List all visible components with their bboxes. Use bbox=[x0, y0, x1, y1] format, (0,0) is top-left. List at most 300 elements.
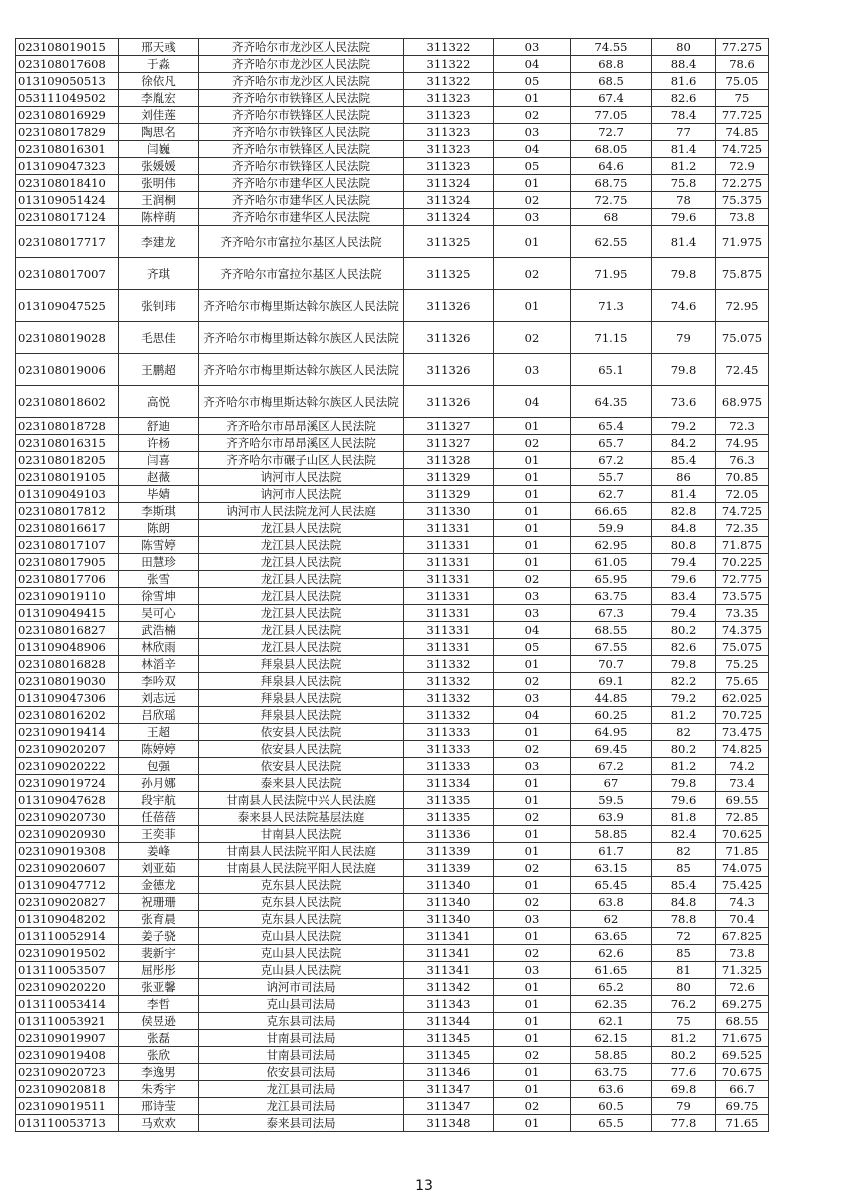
cell-written-score: 68.75 bbox=[571, 175, 652, 192]
cell-interview-score: 85 bbox=[652, 945, 716, 962]
cell-rank-code: 01 bbox=[494, 503, 571, 520]
cell-total-score: 73.4 bbox=[716, 775, 769, 792]
cell-candidate-id: 023108017829 bbox=[16, 124, 119, 141]
cell-rank-code: 01 bbox=[494, 1081, 571, 1098]
cell-position-code: 311339 bbox=[404, 860, 494, 877]
cell-position-code: 311326 bbox=[404, 322, 494, 354]
cell-written-score: 67.4 bbox=[571, 90, 652, 107]
table-row bbox=[16, 673, 769, 690]
table-row bbox=[16, 724, 769, 741]
cell-court: 龙江县人民法院 bbox=[199, 537, 404, 554]
cell-court: 齐齐哈尔市富拉尔基区人民法院 bbox=[199, 226, 404, 258]
cell-total-score: 70.675 bbox=[716, 1064, 769, 1081]
cell-interview-score: 81.2 bbox=[652, 158, 716, 175]
cell-total-score: 72.6 bbox=[716, 979, 769, 996]
cell-written-score: 63.8 bbox=[571, 894, 652, 911]
cell-candidate-id: 013109049103 bbox=[16, 486, 119, 503]
cell-rank-code: 03 bbox=[494, 690, 571, 707]
cell-candidate-id: 023109019110 bbox=[16, 588, 119, 605]
cell-rank-code: 04 bbox=[494, 386, 571, 418]
cell-name: 王超 bbox=[119, 724, 199, 741]
cell-rank-code: 02 bbox=[494, 258, 571, 290]
cell-written-score: 65.95 bbox=[571, 571, 652, 588]
cell-written-score: 61.7 bbox=[571, 843, 652, 860]
cell-rank-code: 04 bbox=[494, 707, 571, 724]
cell-rank-code: 01 bbox=[494, 826, 571, 843]
cell-total-score: 75 bbox=[716, 90, 769, 107]
cell-name: 陈朗 bbox=[119, 520, 199, 537]
cell-name: 张明伟 bbox=[119, 175, 199, 192]
cell-interview-score: 84.2 bbox=[652, 435, 716, 452]
cell-name: 赵薇 bbox=[119, 469, 199, 486]
cell-name: 李逸男 bbox=[119, 1064, 199, 1081]
cell-interview-score: 80.2 bbox=[652, 741, 716, 758]
cell-written-score: 62 bbox=[571, 911, 652, 928]
cell-written-score: 62.15 bbox=[571, 1030, 652, 1047]
cell-rank-code: 03 bbox=[494, 605, 571, 622]
cell-candidate-id: 023108019028 bbox=[16, 322, 119, 354]
cell-written-score: 65.4 bbox=[571, 418, 652, 435]
cell-position-code: 311325 bbox=[404, 226, 494, 258]
cell-position-code: 311345 bbox=[404, 1047, 494, 1064]
cell-interview-score: 75.8 bbox=[652, 175, 716, 192]
cell-total-score: 75.075 bbox=[716, 639, 769, 656]
table-row bbox=[16, 90, 769, 107]
cell-total-score: 74.825 bbox=[716, 741, 769, 758]
cell-court: 泰来县人民法院基层法庭 bbox=[199, 809, 404, 826]
cell-total-score: 72.775 bbox=[716, 571, 769, 588]
cell-name: 闫巍 bbox=[119, 141, 199, 158]
cell-court: 齐齐哈尔市龙沙区人民法院 bbox=[199, 56, 404, 73]
cell-written-score: 63.15 bbox=[571, 860, 652, 877]
cell-total-score: 74.725 bbox=[716, 141, 769, 158]
cell-name: 陈婷婷 bbox=[119, 741, 199, 758]
cell-candidate-id: 023109019511 bbox=[16, 1098, 119, 1115]
cell-written-score: 44.85 bbox=[571, 690, 652, 707]
cell-total-score: 62.025 bbox=[716, 690, 769, 707]
cell-total-score: 74.075 bbox=[716, 860, 769, 877]
cell-total-score: 72.95 bbox=[716, 290, 769, 322]
cell-written-score: 67.2 bbox=[571, 758, 652, 775]
cell-rank-code: 01 bbox=[494, 775, 571, 792]
cell-court: 泰来县司法局 bbox=[199, 1115, 404, 1132]
cell-position-code: 311348 bbox=[404, 1115, 494, 1132]
cell-court: 齐齐哈尔市铁锋区人民法院 bbox=[199, 107, 404, 124]
cell-written-score: 62.6 bbox=[571, 945, 652, 962]
table-row bbox=[16, 826, 769, 843]
cell-name: 裴新宇 bbox=[119, 945, 199, 962]
cell-rank-code: 01 bbox=[494, 928, 571, 945]
cell-candidate-id: 023109019907 bbox=[16, 1030, 119, 1047]
cell-total-score: 67.825 bbox=[716, 928, 769, 945]
cell-candidate-id: 023108018205 bbox=[16, 452, 119, 469]
cell-position-code: 311335 bbox=[404, 792, 494, 809]
cell-position-code: 311340 bbox=[404, 894, 494, 911]
cell-court: 齐齐哈尔市铁锋区人民法院 bbox=[199, 141, 404, 158]
cell-written-score: 61.05 bbox=[571, 554, 652, 571]
cell-total-score: 69.75 bbox=[716, 1098, 769, 1115]
cell-total-score: 74.725 bbox=[716, 503, 769, 520]
cell-rank-code: 02 bbox=[494, 894, 571, 911]
cell-court: 拜泉县人民法院 bbox=[199, 707, 404, 724]
cell-total-score: 73.8 bbox=[716, 945, 769, 962]
cell-position-code: 311331 bbox=[404, 537, 494, 554]
cell-candidate-id: 023108019006 bbox=[16, 354, 119, 386]
cell-name: 李胤宏 bbox=[119, 90, 199, 107]
cell-court: 依安县人民法院 bbox=[199, 741, 404, 758]
table-row bbox=[16, 226, 769, 258]
cell-interview-score: 79.2 bbox=[652, 418, 716, 435]
cell-rank-code: 01 bbox=[494, 452, 571, 469]
cell-name: 祝珊珊 bbox=[119, 894, 199, 911]
cell-interview-score: 82.8 bbox=[652, 503, 716, 520]
cell-interview-score: 80.2 bbox=[652, 622, 716, 639]
cell-rank-code: 03 bbox=[494, 911, 571, 928]
cell-court: 克东县人民法院 bbox=[199, 911, 404, 928]
cell-total-score: 75.65 bbox=[716, 673, 769, 690]
cell-court: 拜泉县人民法院 bbox=[199, 690, 404, 707]
cell-name: 任蓓蓓 bbox=[119, 809, 199, 826]
cell-position-code: 311334 bbox=[404, 775, 494, 792]
table-row bbox=[16, 386, 769, 418]
cell-court: 克山县司法局 bbox=[199, 996, 404, 1013]
cell-rank-code: 01 bbox=[494, 979, 571, 996]
cell-name: 孙月娜 bbox=[119, 775, 199, 792]
cell-interview-score: 81.4 bbox=[652, 226, 716, 258]
cell-name: 王奕菲 bbox=[119, 826, 199, 843]
cell-written-score: 62.35 bbox=[571, 996, 652, 1013]
cell-position-code: 311332 bbox=[404, 656, 494, 673]
table-row bbox=[16, 1013, 769, 1030]
cell-position-code: 311332 bbox=[404, 707, 494, 724]
cell-interview-score: 77 bbox=[652, 124, 716, 141]
cell-total-score: 71.325 bbox=[716, 962, 769, 979]
cell-candidate-id: 013109051424 bbox=[16, 192, 119, 209]
cell-interview-score: 83.4 bbox=[652, 588, 716, 605]
cell-total-score: 77.275 bbox=[716, 39, 769, 56]
cell-rank-code: 01 bbox=[494, 175, 571, 192]
cell-position-code: 311339 bbox=[404, 843, 494, 860]
cell-position-code: 311331 bbox=[404, 554, 494, 571]
cell-candidate-id: 023108017124 bbox=[16, 209, 119, 226]
cell-rank-code: 03 bbox=[494, 124, 571, 141]
cell-written-score: 70.7 bbox=[571, 656, 652, 673]
cell-interview-score: 81.4 bbox=[652, 141, 716, 158]
cell-name: 张媛媛 bbox=[119, 158, 199, 175]
cell-written-score: 67.2 bbox=[571, 452, 652, 469]
cell-court: 甘南县司法局 bbox=[199, 1047, 404, 1064]
cell-interview-score: 79.2 bbox=[652, 690, 716, 707]
cell-rank-code: 03 bbox=[494, 39, 571, 56]
cell-written-score: 71.95 bbox=[571, 258, 652, 290]
cell-position-code: 311342 bbox=[404, 979, 494, 996]
cell-written-score: 68.5 bbox=[571, 73, 652, 90]
cell-total-score: 72.3 bbox=[716, 418, 769, 435]
table-row bbox=[16, 1081, 769, 1098]
cell-rank-code: 02 bbox=[494, 435, 571, 452]
cell-written-score: 72.7 bbox=[571, 124, 652, 141]
table-row bbox=[16, 452, 769, 469]
cell-court: 齐齐哈尔市龙沙区人民法院 bbox=[199, 73, 404, 90]
cell-court: 甘南县人民法院平阳人民法庭 bbox=[199, 843, 404, 860]
cell-total-score: 75.05 bbox=[716, 73, 769, 90]
cell-position-code: 311332 bbox=[404, 690, 494, 707]
cell-interview-score: 79.6 bbox=[652, 792, 716, 809]
cell-rank-code: 01 bbox=[494, 537, 571, 554]
cell-position-code: 311343 bbox=[404, 996, 494, 1013]
cell-position-code: 311328 bbox=[404, 452, 494, 469]
cell-position-code: 311331 bbox=[404, 588, 494, 605]
cell-court: 齐齐哈尔市建华区人民法院 bbox=[199, 209, 404, 226]
cell-written-score: 63.75 bbox=[571, 1064, 652, 1081]
cell-rank-code: 01 bbox=[494, 520, 571, 537]
cell-rank-code: 01 bbox=[494, 1030, 571, 1047]
cell-interview-score: 81.2 bbox=[652, 758, 716, 775]
cell-interview-score: 79.6 bbox=[652, 571, 716, 588]
cell-name: 邢诗莹 bbox=[119, 1098, 199, 1115]
cell-interview-score: 82.6 bbox=[652, 90, 716, 107]
cell-court: 甘南县人民法院平阳人民法庭 bbox=[199, 860, 404, 877]
cell-position-code: 311326 bbox=[404, 354, 494, 386]
cell-position-code: 311324 bbox=[404, 192, 494, 209]
table-row bbox=[16, 639, 769, 656]
table-row bbox=[16, 418, 769, 435]
table-row bbox=[16, 354, 769, 386]
cell-court: 龙江县人民法院 bbox=[199, 554, 404, 571]
cell-total-score: 66.7 bbox=[716, 1081, 769, 1098]
cell-written-score: 68.55 bbox=[571, 622, 652, 639]
cell-position-code: 311331 bbox=[404, 639, 494, 656]
cell-name: 舒迪 bbox=[119, 418, 199, 435]
cell-total-score: 70.625 bbox=[716, 826, 769, 843]
cell-interview-score: 82.6 bbox=[652, 639, 716, 656]
cell-interview-score: 82.4 bbox=[652, 826, 716, 843]
cell-candidate-id: 013109050513 bbox=[16, 73, 119, 90]
cell-court: 齐齐哈尔市昂昂溪区人民法院 bbox=[199, 435, 404, 452]
cell-total-score: 70.4 bbox=[716, 911, 769, 928]
cell-rank-code: 02 bbox=[494, 1047, 571, 1064]
cell-candidate-id: 013110053414 bbox=[16, 996, 119, 1013]
cell-name: 姜子骁 bbox=[119, 928, 199, 945]
cell-written-score: 69.45 bbox=[571, 741, 652, 758]
cell-rank-code: 02 bbox=[494, 809, 571, 826]
cell-court: 龙江县人民法院 bbox=[199, 639, 404, 656]
cell-interview-score: 81.4 bbox=[652, 486, 716, 503]
cell-written-score: 69.1 bbox=[571, 673, 652, 690]
cell-court: 龙江县司法局 bbox=[199, 1081, 404, 1098]
cell-written-score: 62.7 bbox=[571, 486, 652, 503]
table-row bbox=[16, 894, 769, 911]
cell-interview-score: 77.6 bbox=[652, 1064, 716, 1081]
cell-name: 张雪 bbox=[119, 571, 199, 588]
cell-interview-score: 85.4 bbox=[652, 452, 716, 469]
cell-total-score: 77.725 bbox=[716, 107, 769, 124]
cell-candidate-id: 023108017107 bbox=[16, 537, 119, 554]
cell-total-score: 75.875 bbox=[716, 258, 769, 290]
cell-position-code: 311331 bbox=[404, 520, 494, 537]
cell-name: 刘亚茹 bbox=[119, 860, 199, 877]
cell-position-code: 311322 bbox=[404, 73, 494, 90]
cell-total-score: 69.275 bbox=[716, 996, 769, 1013]
cell-interview-score: 84.8 bbox=[652, 894, 716, 911]
table-row bbox=[16, 962, 769, 979]
cell-candidate-id: 013110053507 bbox=[16, 962, 119, 979]
cell-position-code: 311323 bbox=[404, 158, 494, 175]
cell-court: 齐齐哈尔市建华区人民法院 bbox=[199, 192, 404, 209]
cell-interview-score: 74.6 bbox=[652, 290, 716, 322]
cell-total-score: 70.85 bbox=[716, 469, 769, 486]
cell-rank-code: 01 bbox=[494, 656, 571, 673]
cell-name: 徐依凡 bbox=[119, 73, 199, 90]
table-row bbox=[16, 503, 769, 520]
cell-court: 克东县人民法院 bbox=[199, 877, 404, 894]
cell-interview-score: 82 bbox=[652, 843, 716, 860]
cell-court: 克东县人民法院 bbox=[199, 894, 404, 911]
cell-rank-code: 01 bbox=[494, 843, 571, 860]
cell-interview-score: 79.8 bbox=[652, 258, 716, 290]
cell-written-score: 77.05 bbox=[571, 107, 652, 124]
cell-written-score: 71.15 bbox=[571, 322, 652, 354]
cell-total-score: 71.85 bbox=[716, 843, 769, 860]
table-body bbox=[16, 39, 769, 1132]
cell-court: 拜泉县人民法院 bbox=[199, 673, 404, 690]
cell-total-score: 71.65 bbox=[716, 1115, 769, 1132]
cell-rank-code: 01 bbox=[494, 724, 571, 741]
table-row bbox=[16, 741, 769, 758]
cell-position-code: 311331 bbox=[404, 605, 494, 622]
cell-written-score: 68.05 bbox=[571, 141, 652, 158]
table-row bbox=[16, 158, 769, 175]
cell-rank-code: 04 bbox=[494, 56, 571, 73]
cell-rank-code: 02 bbox=[494, 860, 571, 877]
cell-rank-code: 02 bbox=[494, 571, 571, 588]
cell-rank-code: 01 bbox=[494, 1013, 571, 1030]
cell-court: 克东县司法局 bbox=[199, 1013, 404, 1030]
cell-candidate-id: 023108017905 bbox=[16, 554, 119, 571]
cell-rank-code: 01 bbox=[494, 554, 571, 571]
cell-position-code: 311327 bbox=[404, 418, 494, 435]
cell-name: 陈雪婷 bbox=[119, 537, 199, 554]
cell-total-score: 73.35 bbox=[716, 605, 769, 622]
cell-interview-score: 80 bbox=[652, 39, 716, 56]
cell-written-score: 62.55 bbox=[571, 226, 652, 258]
cell-name: 田慧珍 bbox=[119, 554, 199, 571]
cell-name: 包强 bbox=[119, 758, 199, 775]
cell-total-score: 70.725 bbox=[716, 707, 769, 724]
cell-candidate-id: 023108018728 bbox=[16, 418, 119, 435]
cell-candidate-id: 053111049502 bbox=[16, 90, 119, 107]
cell-interview-score: 81.8 bbox=[652, 809, 716, 826]
table-row bbox=[16, 707, 769, 724]
cell-interview-score: 81.2 bbox=[652, 707, 716, 724]
cell-court: 龙江县人民法院 bbox=[199, 622, 404, 639]
cell-position-code: 311327 bbox=[404, 435, 494, 452]
table-row bbox=[16, 258, 769, 290]
cell-written-score: 60.25 bbox=[571, 707, 652, 724]
cell-rank-code: 02 bbox=[494, 107, 571, 124]
cell-candidate-id: 023108016301 bbox=[16, 141, 119, 158]
cell-name: 吕欣瑶 bbox=[119, 707, 199, 724]
cell-position-code: 311347 bbox=[404, 1081, 494, 1098]
cell-candidate-id: 023109020220 bbox=[16, 979, 119, 996]
cell-name: 徐雪坤 bbox=[119, 588, 199, 605]
cell-name: 李吟双 bbox=[119, 673, 199, 690]
cell-court: 齐齐哈尔市富拉尔基区人民法院 bbox=[199, 258, 404, 290]
cell-candidate-id: 013109048906 bbox=[16, 639, 119, 656]
cell-rank-code: 01 bbox=[494, 877, 571, 894]
cell-court: 齐齐哈尔市碾子山区人民法院 bbox=[199, 452, 404, 469]
cell-name: 陶思名 bbox=[119, 124, 199, 141]
cell-name: 姜峰 bbox=[119, 843, 199, 860]
cell-court: 齐齐哈尔市建华区人民法院 bbox=[199, 175, 404, 192]
cell-interview-score: 79.4 bbox=[652, 605, 716, 622]
cell-total-score: 71.675 bbox=[716, 1030, 769, 1047]
cell-court: 甘南县人民法院 bbox=[199, 826, 404, 843]
cell-interview-score: 81.2 bbox=[652, 1030, 716, 1047]
cell-written-score: 65.1 bbox=[571, 354, 652, 386]
cell-position-code: 311322 bbox=[404, 39, 494, 56]
table-row bbox=[16, 209, 769, 226]
table-row bbox=[16, 622, 769, 639]
cell-written-score: 60.5 bbox=[571, 1098, 652, 1115]
cell-position-code: 311341 bbox=[404, 962, 494, 979]
cell-candidate-id: 023108016827 bbox=[16, 622, 119, 639]
cell-court: 讷河市司法局 bbox=[199, 979, 404, 996]
cell-written-score: 67 bbox=[571, 775, 652, 792]
table-row bbox=[16, 945, 769, 962]
cell-court: 龙江县司法局 bbox=[199, 1098, 404, 1115]
cell-position-code: 311332 bbox=[404, 673, 494, 690]
cell-position-code: 311335 bbox=[404, 809, 494, 826]
cell-name: 段宇航 bbox=[119, 792, 199, 809]
cell-rank-code: 01 bbox=[494, 90, 571, 107]
cell-total-score: 75.075 bbox=[716, 322, 769, 354]
cell-name: 闫喜 bbox=[119, 452, 199, 469]
cell-total-score: 69.525 bbox=[716, 1047, 769, 1064]
cell-total-score: 73.475 bbox=[716, 724, 769, 741]
cell-written-score: 63.65 bbox=[571, 928, 652, 945]
cell-court: 依安县司法局 bbox=[199, 1064, 404, 1081]
cell-name: 王鹏超 bbox=[119, 354, 199, 386]
cell-name: 许杨 bbox=[119, 435, 199, 452]
cell-interview-score: 78.4 bbox=[652, 107, 716, 124]
table-row bbox=[16, 107, 769, 124]
cell-court: 克山县人民法院 bbox=[199, 945, 404, 962]
cell-position-code: 311331 bbox=[404, 622, 494, 639]
cell-name: 朱秀宇 bbox=[119, 1081, 199, 1098]
cell-rank-code: 01 bbox=[494, 469, 571, 486]
cell-written-score: 71.3 bbox=[571, 290, 652, 322]
cell-candidate-id: 023109019408 bbox=[16, 1047, 119, 1064]
table-row bbox=[16, 690, 769, 707]
cell-total-score: 68.975 bbox=[716, 386, 769, 418]
cell-rank-code: 01 bbox=[494, 290, 571, 322]
cell-name: 吴可心 bbox=[119, 605, 199, 622]
cell-total-score: 68.55 bbox=[716, 1013, 769, 1030]
cell-interview-score: 85.4 bbox=[652, 877, 716, 894]
cell-rank-code: 01 bbox=[494, 418, 571, 435]
cell-candidate-id: 023108016202 bbox=[16, 707, 119, 724]
cell-position-code: 311341 bbox=[404, 945, 494, 962]
table-row bbox=[16, 809, 769, 826]
table-row bbox=[16, 537, 769, 554]
cell-written-score: 74.55 bbox=[571, 39, 652, 56]
cell-written-score: 65.5 bbox=[571, 1115, 652, 1132]
cell-total-score: 74.85 bbox=[716, 124, 769, 141]
cell-candidate-id: 023108018410 bbox=[16, 175, 119, 192]
cell-court: 讷河市人民法院 bbox=[199, 486, 404, 503]
table-row bbox=[16, 605, 769, 622]
